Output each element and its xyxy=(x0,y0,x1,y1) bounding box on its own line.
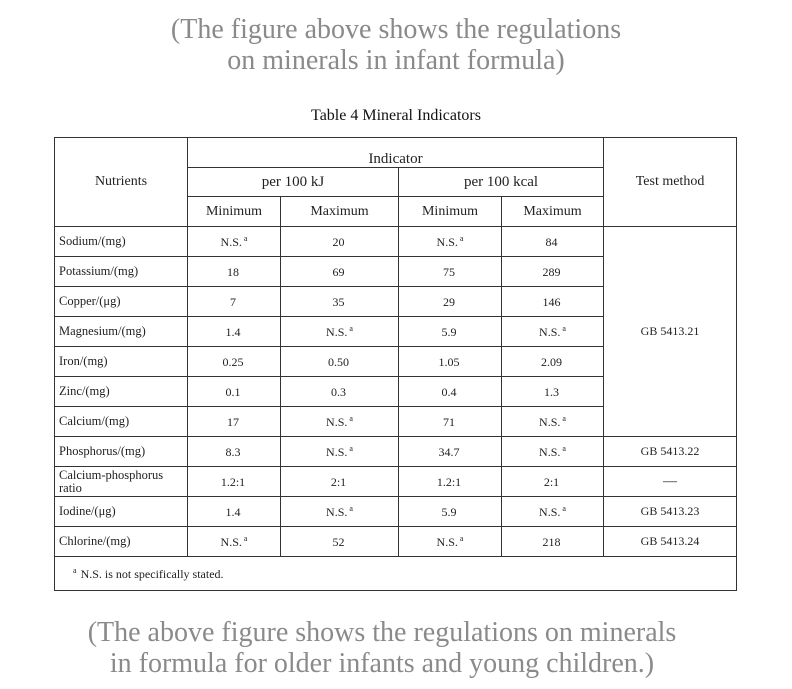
table-row xyxy=(55,497,737,527)
kj-maximum-value: 20 xyxy=(281,227,399,257)
nutrient-name: Potassium/(mg) xyxy=(55,257,188,287)
kcal-maximum-value: 146 xyxy=(502,287,604,317)
caption-bottom xyxy=(0,617,764,679)
header-kcal-maximum: Maximum xyxy=(502,197,604,227)
header-kj-maximum: Maximum xyxy=(281,197,399,227)
kj-minimum-value: 0.25 xyxy=(188,347,281,377)
kj-minimum-value: 17 xyxy=(188,407,281,437)
table-row xyxy=(55,467,737,497)
kcal-minimum-value: N.S. $^a$ xyxy=(399,227,502,257)
caption-top xyxy=(0,14,792,76)
nutrient-name: Copper/(μg) xyxy=(55,287,188,317)
kcal-maximum-value: 2:1 xyxy=(502,467,604,497)
kj-minimum-value: 1.4 xyxy=(188,497,281,527)
kj-minimum-value: 8.3 xyxy=(188,437,281,467)
header-nutrients: Nutrients xyxy=(55,138,188,227)
kj-minimum-value: 1.2:1 xyxy=(188,467,281,497)
nutrient-name: Sodium/(mg) xyxy=(55,227,188,257)
kcal-minimum-value: 29 xyxy=(399,287,502,317)
test-method-gb-5413-24: GB 5413.24 xyxy=(604,527,737,557)
nutrient-name: Zinc/(mg) xyxy=(55,377,188,407)
footnote-row xyxy=(55,557,737,591)
kcal-minimum-value: 5.9 xyxy=(399,317,502,347)
kcal-minimum-value: 75 xyxy=(399,257,502,287)
caption-bottom-line-1: (The above figure shows the regulations on minerals xyxy=(87,617,677,648)
kj-maximum-value: 52 xyxy=(281,527,399,557)
table-title: Table 4 Mineral Indicators xyxy=(311,107,481,124)
kj-minimum-value: 7 xyxy=(188,287,281,317)
table-row xyxy=(55,437,737,467)
caption-top-line-1: (The figure above shows the regulations xyxy=(170,14,622,45)
kcal-maximum-value: 1.3 xyxy=(502,377,604,407)
test-method-dash: — xyxy=(604,467,737,497)
kcal-maximum-value: 84 xyxy=(502,227,604,257)
test-method-gb-5413-23: GB 5413.23 xyxy=(604,497,737,527)
header-test-method: Test method xyxy=(604,138,737,227)
kj-minimum-value: 18 xyxy=(188,257,281,287)
nutrient-name: Chlorine/(mg) xyxy=(55,527,188,557)
kj-minimum-value: N.S. $^a$ xyxy=(188,527,281,557)
kcal-minimum-value: 34.7 xyxy=(399,437,502,467)
kcal-maximum-value: 2.09 xyxy=(502,347,604,377)
kj-maximum-value: 0.50 xyxy=(281,347,399,377)
kj-maximum-value: N.S. $^a$ xyxy=(281,407,399,437)
header-indicator: Indicator xyxy=(188,138,604,168)
kj-minimum-value: N.S. $^a$ xyxy=(188,227,281,257)
nutrient-name: Magnesium/(mg) xyxy=(55,317,188,347)
kj-minimum-value: 1.4 xyxy=(188,317,281,347)
kcal-maximum-value: N.S. $^a$ xyxy=(502,407,604,437)
test-method-gb-5413-22: GB 5413.22 xyxy=(604,437,737,467)
kcal-maximum-value: 289 xyxy=(502,257,604,287)
nutrient-name: Calcium/(mg) xyxy=(55,407,188,437)
nutrient-name: Calcium-phosphorus ratio xyxy=(55,467,188,497)
header-kcal-minimum: Minimum xyxy=(399,197,502,227)
kj-maximum-value: 0.3 xyxy=(281,377,399,407)
header-per-100-kcal: per 100 kcal xyxy=(399,168,604,197)
kcal-minimum-value: 71 xyxy=(399,407,502,437)
kcal-minimum-value: 5.9 xyxy=(399,497,502,527)
kj-maximum-value: 35 xyxy=(281,287,399,317)
nutrient-name: Iodine/(μg) xyxy=(55,497,188,527)
nutrient-name: Phosphorus/(mg) xyxy=(55,437,188,467)
kcal-maximum-value: N.S. $^a$ xyxy=(502,497,604,527)
caption-top-line-2: on minerals in infant formula) xyxy=(227,45,565,76)
mineral-indicators-table xyxy=(54,137,737,591)
kcal-maximum-value: N.S. $^a$ xyxy=(502,437,604,467)
caption-bottom-line-2: in formula for older infants and young children.) xyxy=(109,648,655,679)
kcal-minimum-value: 1.05 xyxy=(399,347,502,377)
kcal-minimum-value: 0.4 xyxy=(399,377,502,407)
kcal-maximum-value: N.S. $^a$ xyxy=(502,317,604,347)
kcal-minimum-value: 1.2:1 xyxy=(399,467,502,497)
header-kj-minimum: Minimum xyxy=(188,197,281,227)
kj-maximum-value: N.S. $^a$ xyxy=(281,317,399,347)
kj-maximum-value: N.S. $^a$ xyxy=(281,497,399,527)
kcal-minimum-value: N.S. $^a$ xyxy=(399,527,502,557)
table-row xyxy=(55,527,737,557)
footnote: $^a$ N.S. is not specifically stated. xyxy=(55,557,737,591)
kj-maximum-value: 69 xyxy=(281,257,399,287)
header-row-1 xyxy=(55,138,737,168)
kj-minimum-value: 0.1 xyxy=(188,377,281,407)
test-method-gb-5413-21: GB 5413.21 xyxy=(604,227,737,437)
nutrient-name: Iron/(mg) xyxy=(55,347,188,377)
header-per-100-kj: per 100 kJ xyxy=(188,168,399,197)
kj-maximum-value: N.S. $^a$ xyxy=(281,437,399,467)
kj-maximum-value: 2:1 xyxy=(281,467,399,497)
table-row xyxy=(55,227,737,257)
kcal-maximum-value: 218 xyxy=(502,527,604,557)
